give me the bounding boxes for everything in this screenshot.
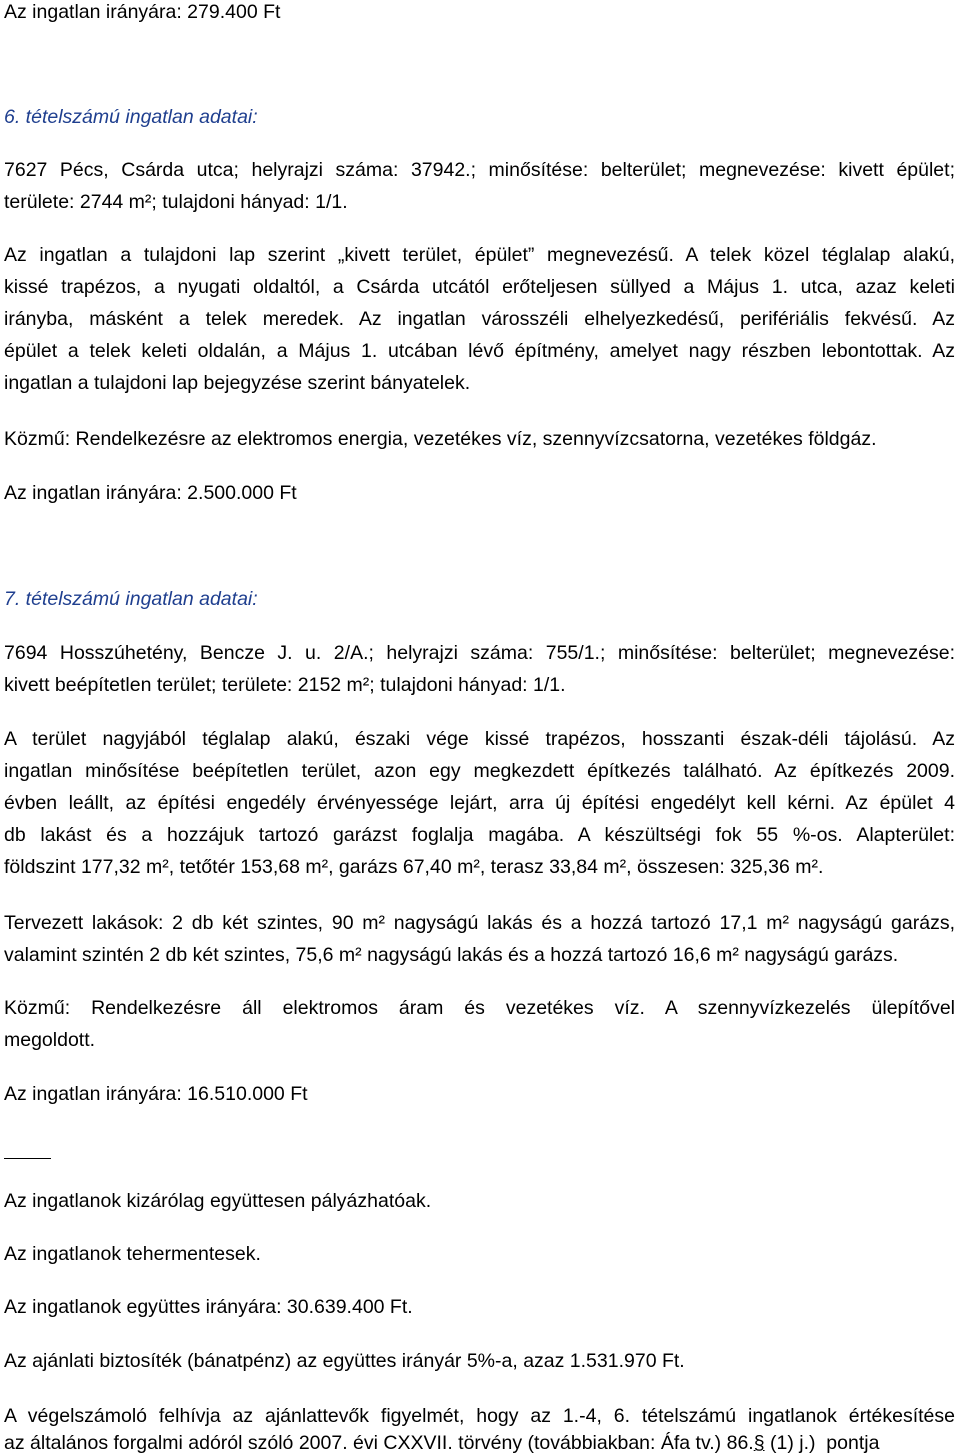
section-7-p3-line-2: valamint szintén 2 db két szintes, 75,6 m² nagyságú lakás és a hozzá tartozó 16,6 m² nagyságú garázs. — [4, 944, 899, 966]
section-7-p2-line-4: db lakást és a hozzájuk tartozó garázst foglalja magába. A készültségi fok 55 %-os. Alapterület: — [4, 824, 955, 846]
closing-line-4: Az ajánlati biztosíték (bánatpénz) az együttes irányár 5%-a, azaz 1.531.970 Ft. — [4, 1350, 685, 1372]
section-6-p2-line-5: ingatlan a tulajdoni lap bejegyzése szerint bányatelek. — [4, 372, 471, 394]
section-7-p1-line-1: 7694 Hosszúhetény, Bencze J. u. 2/A.; helyrajzi száma: 755/1.; minősítése: belterület; megnevezése: — [4, 642, 955, 664]
section-7-p2-line-3: évben leállt, az építési engedély érvényessége lejárt, arra új építési engedélyt kell kérni. Az épület 4 — [4, 792, 955, 814]
section-6-kozmu: Közmű: Rendelkezésre az elektromos energia, vezetékes víz, szennyvízcsatorna, vezetékes földgáz. — [4, 428, 877, 450]
section-6-p2-line-4: épület a telek keleti oldalán, a Május 1. utcában lévő építmény, amelyet nagy részben lebontottak. Az — [4, 340, 955, 362]
section-7-heading: 7. tételszámú ingatlan adatai: — [4, 588, 258, 610]
section-6-p2-line-2: kissé trapézos, a nyugati oldaltól, a Csárda utcától erőteljesen süllyed a Május 1. utca, azaz keleti — [4, 276, 955, 298]
section-6-p1-line-1: 7627 Pécs, Csárda utca; helyrajzi száma: 37942.; minősítése: belterület; megnevezése: kivett épület; — [4, 159, 955, 181]
section-7-kozmu-line-2: megoldott. — [4, 1029, 96, 1051]
section-7-p2-line-5: földszint 177,32 m², tetőtér 153,68 m², garázs 67,40 m², terasz 33,84 m², összesen: 325,36 m². — [4, 856, 824, 878]
section-6-heading: 6. tételszámú ingatlan adatai: — [4, 106, 258, 128]
closing-line-6-start: az általános forgalmi adóról szóló 2007. évi CXXVII. törvény (továbbiakban: Áfa tv.) 86. — [4, 1432, 754, 1454]
section-6-p1-line-2: területe: 2744 m²; tulajdoni hányad: 1/1. — [4, 191, 348, 213]
closing-line-6 — [4, 1430, 879, 1456]
closing-line-6-end: (1) j.) pontja — [764, 1432, 880, 1454]
section-7-p2-line-1: A terület nagyjából téglalap alakú, északi vége kissé trapézos, hosszanti észak-déli tájolású. Az — [4, 728, 955, 750]
closing-line-5: A végelszámoló felhívja az ajánlattevők figyelmét, hogy az 1.-4, 6. tételszámú ingatlanok értékesítése — [4, 1405, 955, 1427]
section-7-price: Az ingatlan irányára: 16.510.000 Ft — [4, 1083, 308, 1105]
previous-price-line: Az ingatlan irányára: 279.400 Ft — [4, 1, 281, 23]
separator-rule — [4, 1158, 51, 1159]
section-sign: § — [753, 1432, 765, 1454]
section-7-p1-line-2: kivett beépítetlen terület; területe: 2152 m²; tulajdoni hányad: 1/1. — [4, 674, 566, 696]
section-6-p2-line-3: irányba, másként a telek meredek. Az ingatlan városszéli elhelyezkedésű, perifériális fekvésű. Az — [4, 308, 955, 330]
section-6-price: Az ingatlan irányára: 2.500.000 Ft — [4, 482, 297, 504]
closing-line-1: Az ingatlanok kizárólag együttesen pályázhatóak. — [4, 1190, 432, 1212]
section-7-p2-line-2: ingatlan minősítése beépítetlen terület, azon egy megkezdett építkezés található. Az építkezés 2009. — [4, 760, 955, 782]
section-6-p2-line-1: Az ingatlan a tulajdoni lap szerint „kivett terület, épület” megnevezésű. A telek közel téglalap alakú, — [4, 244, 955, 266]
section-7-p3-line-1: Tervezett lakások: 2 db két szintes, 90 m² nagyságú lakás és a hozzá tartozó 17,1 m² nagyságú garázs, — [4, 912, 955, 934]
closing-line-2: Az ingatlanok tehermentesek. — [4, 1243, 261, 1265]
section-7-kozmu-line-1: Közmű: Rendelkezésre áll elektromos áram és vezetékes víz. A szennyvízkezelés ülepítővel — [4, 997, 955, 1019]
closing-line-3: Az ingatlanok együttes irányára: 30.639.400 Ft. — [4, 1296, 413, 1318]
